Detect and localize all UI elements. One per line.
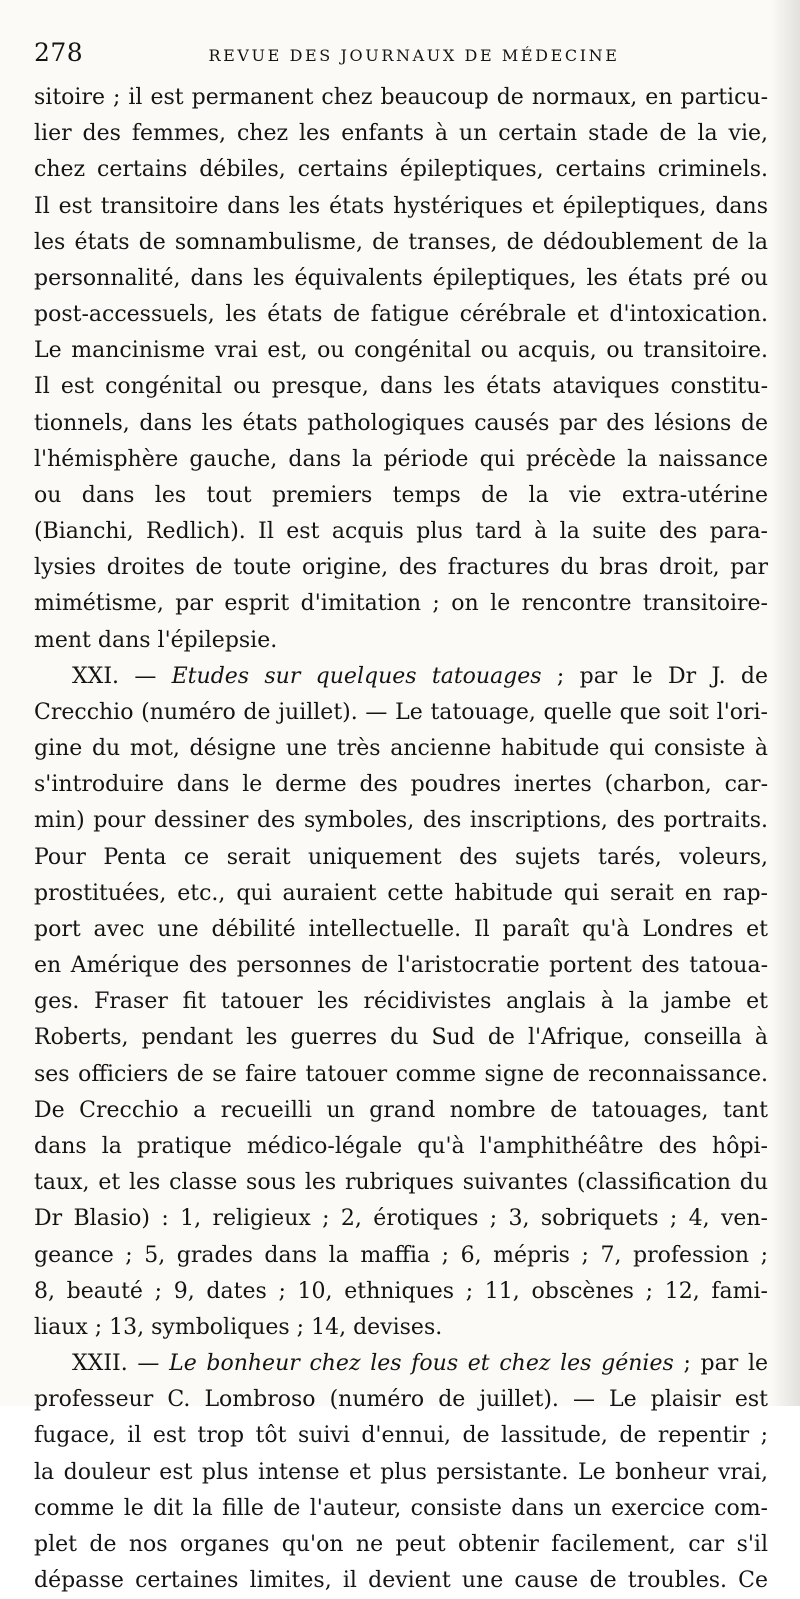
text-line: lier des femmes, chez les enfants à un certain stade de la vie, xyxy=(34,121,768,147)
section-number: XXII. — xyxy=(72,1351,170,1377)
page-number: 278 xyxy=(34,38,84,67)
text-line: De Crecchio a recueilli un grand nombre de tatouages, tant xyxy=(34,1097,768,1123)
text-line: dépasse certaines limites, il devient une cause de troubles. Ce xyxy=(34,1568,768,1594)
text-line: Pour Penta ce serait uniquement des sujets tarés, voleurs, xyxy=(34,844,768,870)
text-line: taux, et les classe sous les rubriques suivantes (classification du xyxy=(34,1170,768,1196)
text-line: ses officiers de se faire tatouer comme signe de reconnaissance. xyxy=(34,1061,768,1087)
text-line: personnalité, dans les équivalents épileptiques, les états pré ou xyxy=(34,265,768,291)
text-line: mimétisme, par esprit d'imitation ; on le rencontre transitoire- xyxy=(34,591,768,617)
text-line: min) pour dessiner des symboles, des inscriptions, des portraits. xyxy=(34,808,768,834)
section-heading-line xyxy=(34,1346,768,1382)
text-line: gine du mot, désigne une très ancienne habitude qui consiste à xyxy=(34,736,768,762)
text-line: port avec une débilité intellectuelle. Il paraît qu'à Londres et xyxy=(34,916,768,942)
text-line: plet de nos organes qu'on ne peut obtenir facilement, car s'il xyxy=(34,1531,768,1557)
text-line: en Amérique des personnes de l'aristocratie portent des tatoua- xyxy=(34,953,768,979)
text-line: les états de somnambulisme, de transes, de dédoublement de la xyxy=(34,229,768,255)
text-line: Roberts, pendant les guerres du Sud de l'Afrique, conseilla à xyxy=(34,1025,768,1051)
section-heading-rest: ; par le Dr J. de xyxy=(541,663,768,689)
text-line: ou dans les tout premiers temps de la vie extra-utérine xyxy=(34,482,768,508)
text-line: (Bianchi, Redlich). Il est acquis plus tard à la suite des para- xyxy=(34,519,768,545)
text-line: chez certains débiles, certains épileptiques, certains criminels. xyxy=(34,157,768,183)
text-line: s'introduire dans le derme des poudres inertes (charbon, car- xyxy=(34,772,768,798)
text-line: 8, beauté ; 9, dates ; 10, ethniques ; 11, obscènes ; 12, fami- xyxy=(34,1278,768,1304)
text-line: l'hémisphère gauche, dans la période qui précède la naissance xyxy=(34,446,768,472)
text-line: la douleur est plus intense et plus persistante. Le bonheur vrai, xyxy=(34,1459,768,1485)
text-line: Il est transitoire dans les états hystériques et épileptiques, dans xyxy=(34,193,768,219)
page-body xyxy=(34,80,768,1599)
text-line: professeur C. Lombroso (numéro de juillet). — Le plaisir est xyxy=(34,1387,768,1413)
text-line: sitoire ; il est permanent chez beaucoup de normaux, en particu- xyxy=(34,85,768,110)
text-line: prostituées, etc., qui auraient cette habitude qui serait en rap- xyxy=(34,880,768,906)
text-line: geance ; 5, grades dans la maffia ; 6, mépris ; 7, profession ; xyxy=(34,1242,768,1268)
text-line: tionnels, dans les états pathologiques causés par des lésions de xyxy=(34,410,768,436)
page-header xyxy=(34,38,770,78)
section-heading-line xyxy=(34,659,768,695)
section-heading-rest: ; par le xyxy=(673,1351,768,1377)
text-line: comme le dit la fille de l'auteur, consiste dans un exercice com- xyxy=(34,1495,768,1521)
text-line: post-accessuels, les états de fatigue cérébrale et d'intoxication. xyxy=(34,302,768,328)
text-line: Crecchio (numéro de juillet). — Le tatouage, quelle que soit l'ori- xyxy=(34,699,768,725)
section-title: Le bonheur chez les fous et chez les génies xyxy=(169,1351,674,1377)
text-line: dans la pratique médico-légale qu'à l'amphithéâtre des hôpi- xyxy=(34,1133,768,1159)
text-line: fugace, il est trop tôt suivi d'ennui, de lassitude, de repentir ; xyxy=(34,1423,768,1449)
text-line: Il est congénital ou presque, dans les états ataviques constitu- xyxy=(34,374,768,400)
text-line: Le mancinisme vrai est, ou congénital ou acquis, ou transitoire. xyxy=(34,338,768,364)
text-line: lysies droites de toute origine, des fractures du bras droit, par xyxy=(34,555,768,581)
text-line: ment dans l'épilepsie. xyxy=(34,627,278,653)
running-head: REVUE DES JOURNAUX DE MÉDECINE xyxy=(208,46,620,65)
text-line: ges. Fraser fit tatouer les récidivistes anglais à la jambe et xyxy=(34,989,768,1015)
text-line: Dr Blasio) : 1, religieux ; 2, érotiques ; 3, sobriquets ; 4, ven- xyxy=(34,1206,768,1232)
section-number: XXI. — xyxy=(72,663,172,689)
section-title: Etudes sur quelques tatouages xyxy=(171,663,542,689)
text-line: liaux ; 13, symboliques ; 14, devises. xyxy=(34,1314,443,1340)
